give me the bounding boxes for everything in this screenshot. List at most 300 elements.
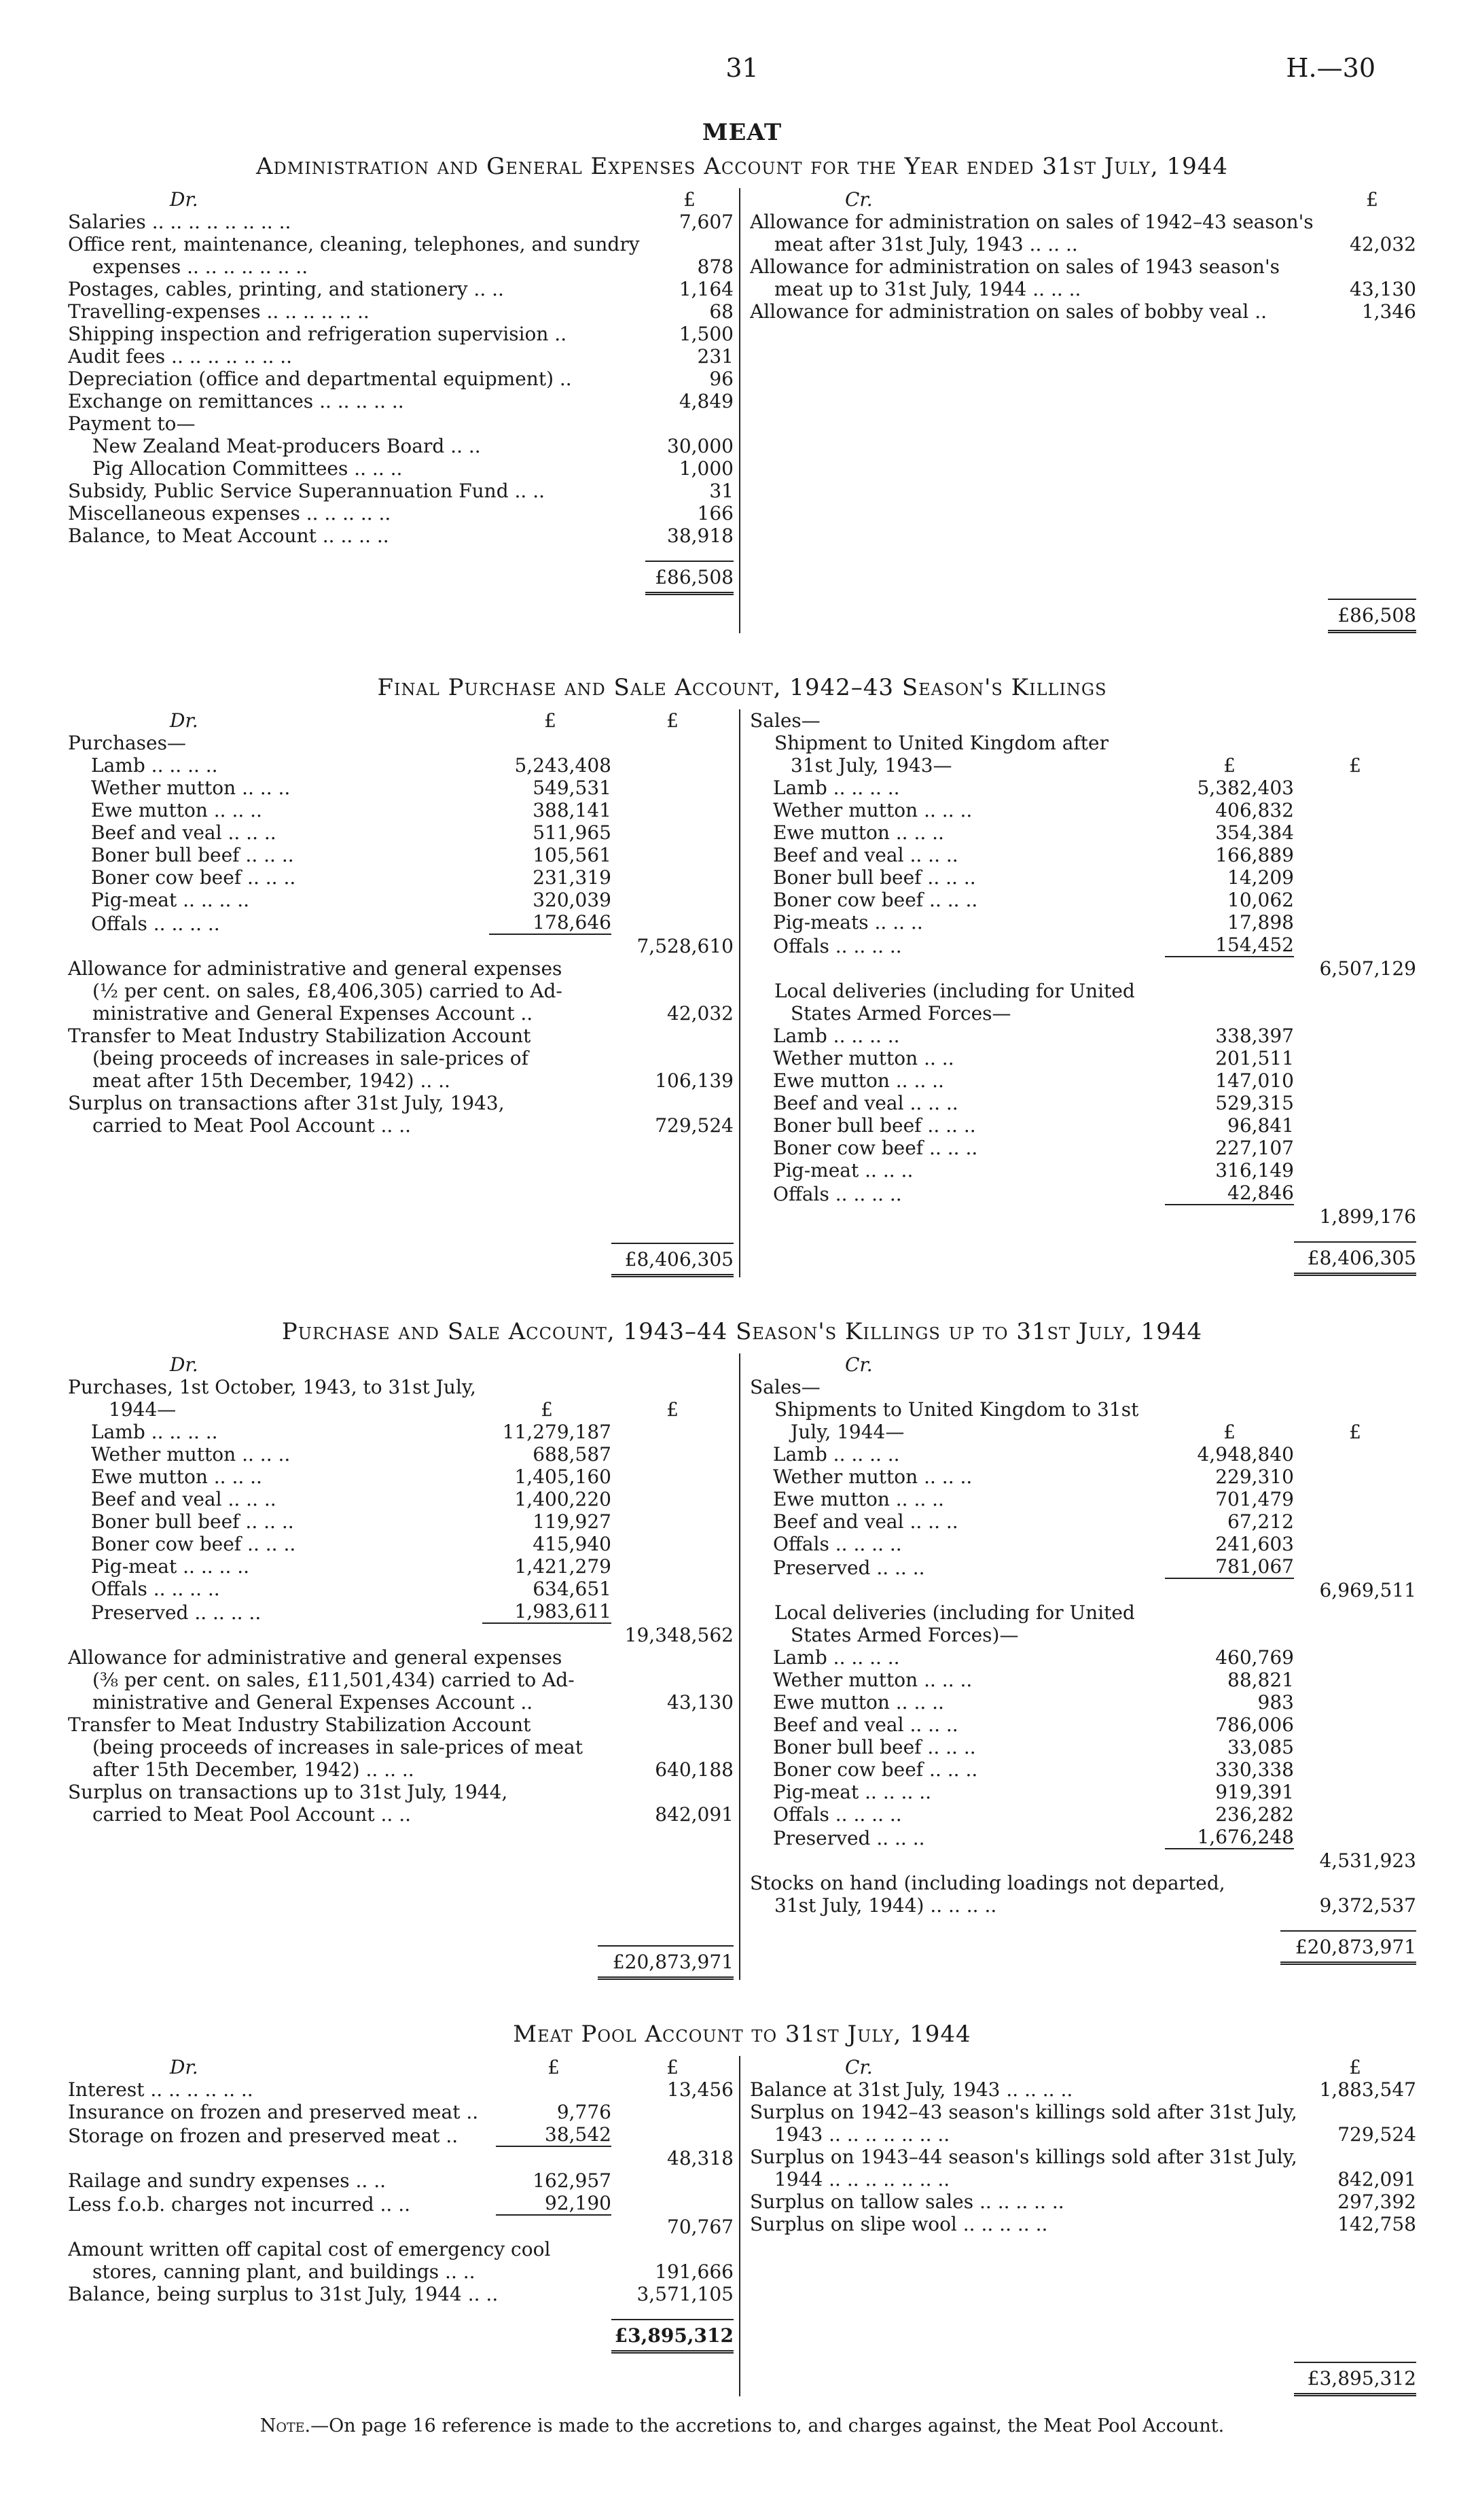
row-value: 415,940 [533, 1533, 611, 1555]
row-label: Pig-meats .. .. .. [773, 911, 923, 934]
row-value: 166,889 [1215, 844, 1294, 866]
account-row [68, 278, 734, 300]
admin-account [68, 188, 1416, 633]
entry-line [750, 2213, 1416, 2235]
row-label: Beef and veal .. .. .. [91, 1488, 276, 1510]
row-label: Offals .. .. .. .. [773, 1533, 902, 1555]
row-label: Beef and veal .. .. .. [773, 1510, 958, 1533]
purchase-credit [739, 1353, 1416, 1980]
account-row [68, 866, 734, 889]
row-label: Ewe mutton .. .. .. [91, 799, 262, 821]
row-value: 11,279,187 [502, 1421, 611, 1443]
entry-value: 729,524 [655, 1114, 734, 1137]
stocks-value: 9,372,537 [1319, 1894, 1416, 1917]
entry-line [68, 980, 734, 1002]
entry-text: (½ per cent. on sales, £8,406,305) carried to Ad- [92, 980, 562, 1002]
purchase-credit-total: £20,873,971 [1280, 1930, 1416, 1965]
account-row [750, 821, 1416, 844]
account-row [750, 255, 1416, 278]
dr-heading: Dr. [170, 2056, 198, 2078]
row-value: 42,032 [1350, 233, 1416, 255]
row-label: Allowance for administration on sales of 1942–43 season's [750, 211, 1314, 233]
row-label: Wether mutton .. .. .. [773, 799, 973, 821]
row-value: 511,965 [533, 821, 611, 844]
pool-credit-rows [750, 2078, 1416, 2235]
pound-heading: £ [547, 2056, 560, 2078]
row-label: Travelling-expenses .. .. .. .. .. .. [68, 300, 370, 323]
admin-debit-total: £86,508 [645, 561, 734, 595]
row-label: Payment to— [68, 412, 196, 435]
account-row [750, 1466, 1416, 1488]
account-row [750, 1736, 1416, 1758]
row-value: 31 [709, 480, 734, 502]
row-label: Allowance for administration on sales of 1943 season's [750, 255, 1280, 278]
row-label: Lamb .. .. .. .. [773, 1025, 900, 1047]
rail-fob-total: 70,767 [667, 2216, 734, 2238]
row-label: Wether mutton .. .. [773, 1047, 954, 1069]
row-value: 14,209 [1227, 866, 1294, 889]
account-row [68, 390, 734, 412]
final-credit-total: £8,406,305 [1294, 1241, 1416, 1276]
entry-text: 1944 .. .. .. .. .. .. .. [774, 2168, 950, 2190]
account-row [68, 1533, 734, 1555]
row-label: Lamb .. .. .. .. [773, 1646, 900, 1669]
row-value: 1,400,220 [514, 1488, 611, 1510]
account-row [750, 211, 1416, 233]
row-value: 1,983,611 [482, 1600, 611, 1624]
entry-text: Balance at 31st July, 1943 .. .. .. .. [750, 2078, 1073, 2101]
row-value: 241,603 [1215, 1533, 1294, 1555]
row-label: Balance, to Meat Account .. .. .. .. [68, 525, 389, 547]
row-value: 354,384 [1215, 821, 1294, 844]
entry-line [750, 2146, 1416, 2168]
row-value: 231 [697, 345, 734, 368]
row-value: 229,310 [1215, 1466, 1294, 1488]
row-label: Beef and veal .. .. .. [773, 844, 958, 866]
row-value: 316,149 [1215, 1159, 1294, 1182]
row-value: 878 [697, 255, 734, 278]
row-value: 688,587 [533, 1443, 611, 1466]
purchase-debit-total: £20,873,971 [598, 1945, 734, 1980]
purchase-local-rows [750, 1646, 1416, 1849]
row-label: Boner bull beef .. .. .. [91, 844, 294, 866]
entry-text: Surplus on slipe wool .. .. .. .. .. [750, 2213, 1048, 2235]
account-row [68, 1421, 734, 1443]
row-value: 68 [709, 300, 734, 323]
entry-line [750, 2078, 1416, 2101]
row-label: Boner cow beef .. .. .. [773, 1137, 978, 1159]
account-row [750, 1669, 1416, 1691]
sales-label: Sales— [750, 709, 821, 732]
entry-value: 43,130 [667, 1691, 734, 1714]
account-row [68, 480, 734, 502]
cr-heading: Cr. [845, 1353, 873, 1376]
row-label: Audit fees .. .. .. .. .. .. .. [68, 345, 293, 368]
row-value: 460,769 [1215, 1646, 1294, 1669]
entry-text: (⅜ per cent. on sales, £11,501,434) carried to Ad- [92, 1669, 575, 1691]
entry-text: Allowance for administrative and general expenses [68, 1646, 562, 1669]
entry-line [750, 2101, 1416, 2123]
note-text: —On page 16 reference is made to the accretions to, and charges against, the Meat Pool Account. [310, 2415, 1225, 2436]
final-account [68, 709, 1416, 1277]
account-row [750, 1691, 1416, 1714]
admin-credit [739, 188, 1416, 633]
row-value: 529,315 [1215, 1092, 1294, 1114]
sales-label: Sales— [750, 1376, 821, 1398]
account-row [68, 889, 734, 911]
row-value: 5,382,403 [1197, 777, 1294, 799]
pool-title: Meat Pool Account to 31st July, 1944 [513, 2021, 971, 2048]
row-value: 201,511 [1215, 1047, 1294, 1069]
note-lead: Note. [259, 2415, 311, 2436]
pool-credit-total: £3,895,312 [1294, 2362, 1416, 2396]
pound-heading: £ [1366, 188, 1378, 211]
row-label: Pig-meat .. .. .. [773, 1159, 914, 1182]
account-row [750, 278, 1416, 300]
page-header [68, 48, 1416, 95]
row-value: 227,107 [1215, 1137, 1294, 1159]
row-label: Lamb .. .. .. .. [773, 1443, 900, 1466]
pound-heading: £ [666, 2056, 679, 2078]
row-label: Offals .. .. .. .. [773, 935, 902, 957]
admin-debit [68, 188, 739, 633]
row-value: 786,006 [1215, 1714, 1294, 1736]
entry-line [68, 1025, 734, 1047]
final-debit [68, 709, 739, 1277]
account-row [750, 1069, 1416, 1092]
cr-heading: Cr. [845, 188, 873, 211]
balance-value: 3,571,105 [636, 2283, 734, 2305]
account-row [750, 1182, 1416, 1205]
purchase-account [68, 1353, 1416, 1980]
entry-line [750, 2168, 1416, 2190]
row-label: Boner cow beef .. .. .. [773, 1758, 978, 1781]
admin-title: Administration and General Expenses Account for the Year ended 31st July, 1944 [255, 153, 1229, 180]
row-label: Exchange on remittances .. .. .. .. .. [68, 390, 404, 412]
account-row [750, 911, 1416, 934]
written-value: 191,666 [655, 2260, 734, 2283]
row-value: 634,651 [533, 1578, 611, 1600]
row-value: 1,676,248 [1165, 1826, 1294, 1849]
account-row [750, 1781, 1416, 1803]
account-row [750, 1025, 1416, 1047]
entry-text: carried to Meat Pool Account .. .. [92, 1114, 412, 1137]
account-row [68, 1510, 734, 1533]
fob-label: Less f.o.b. charges not incurred .. .. [68, 2193, 411, 2216]
account-row [750, 1092, 1416, 1114]
entry-line [750, 2190, 1416, 2213]
pound-heading: £ [666, 709, 679, 732]
footnote [68, 2415, 1416, 2436]
account-row [68, 754, 734, 777]
final-ship-rows [750, 777, 1416, 957]
row-label: Pig-meat .. .. .. .. [773, 1781, 932, 1803]
account-row [68, 457, 734, 480]
row-label: Offals .. .. .. .. [91, 1578, 220, 1600]
row-value: 983 [1257, 1691, 1294, 1714]
entry-line [68, 1691, 734, 1714]
entry-text: Surplus on 1942–43 season's killings sold after 31st July, [750, 2101, 1297, 2123]
row-label: Depreciation (office and departmental equipment) .. [68, 368, 572, 390]
row-label: meat up to 31st July, 1944 .. .. .. [774, 278, 1081, 300]
written-label-2: stores, canning plant, and buildings .. .. [92, 2260, 475, 2283]
account-row [68, 502, 734, 525]
entry-text: ministrative and General Expenses Account .. [92, 1691, 533, 1714]
pool-credit [739, 2056, 1416, 2396]
row-value: 147,010 [1215, 1069, 1294, 1092]
row-value: 5,243,408 [514, 754, 611, 777]
stocks-label: Stocks on hand (including loadings not departed, [750, 1872, 1225, 1894]
entry-value: 842,091 [1337, 2168, 1416, 2190]
row-value: 42,846 [1165, 1182, 1294, 1205]
purchase-ship-total: 6,969,511 [1319, 1579, 1416, 1601]
account-row [750, 1533, 1416, 1555]
dr-heading: Dr. [170, 1353, 198, 1376]
pound-heading: £ [1223, 1421, 1236, 1443]
row-label: Ewe mutton .. .. .. [91, 1466, 262, 1488]
account-row [68, 300, 734, 323]
row-value: 67,212 [1227, 1510, 1294, 1533]
account-row [68, 435, 734, 457]
entry-value: 297,392 [1337, 2190, 1416, 2213]
account-row [750, 1826, 1416, 1849]
interest-label: Interest .. .. .. .. .. .. [68, 2078, 253, 2101]
account-row [750, 1555, 1416, 1579]
railage-label: Railage and sundry expenses .. .. [68, 2169, 386, 2192]
row-label: Lamb .. .. .. .. [773, 777, 900, 799]
row-value: 338,397 [1215, 1025, 1294, 1047]
purchases-label: Purchases— [68, 732, 186, 754]
row-label: Boner bull beef .. .. .. [773, 1114, 976, 1137]
final-debit-total: £8,406,305 [611, 1243, 734, 1277]
row-value: 43,130 [1350, 278, 1416, 300]
row-label: Wether mutton .. .. .. [91, 777, 291, 799]
stocks-label-2: 31st July, 1944) .. .. .. .. [774, 1894, 997, 1917]
ship-heading: Shipments to United Kingdom to 31st [774, 1398, 1139, 1421]
local-heading: Local deliveries (including for United [774, 1601, 1135, 1624]
row-label: Preserved .. .. .. .. [91, 1601, 262, 1624]
row-label: Office rent, maintenance, cleaning, telephones, and sundry [68, 233, 640, 255]
row-value: 1,500 [679, 323, 734, 345]
entry-text: Allowance for administrative and general expenses [68, 957, 562, 980]
row-value: 236,282 [1215, 1803, 1294, 1826]
account-row [68, 911, 734, 935]
row-label: Ewe mutton .. .. .. [773, 1691, 944, 1714]
row-value: 105,561 [533, 844, 611, 866]
local-heading-2: States Armed Forces— [791, 1002, 1011, 1025]
row-label: Lamb .. .. .. .. [91, 1421, 218, 1443]
row-label: Wether mutton .. .. .. [91, 1443, 291, 1466]
row-label: Beef and veal .. .. .. [773, 1714, 958, 1736]
account-row [750, 1443, 1416, 1466]
entry-line [68, 1646, 734, 1669]
entry-line [68, 1736, 734, 1758]
row-value: 33,085 [1227, 1736, 1294, 1758]
entry-line [68, 1002, 734, 1025]
entry-text: after 15th December, 1942) .. .. .. [92, 1758, 414, 1781]
row-value: 231,319 [533, 866, 611, 889]
row-value: 1,000 [679, 457, 734, 480]
entry-text: carried to Meat Pool Account .. .. [92, 1803, 412, 1826]
pool-account [68, 2056, 1416, 2396]
entry-text: (being proceeds of increases in sale-prices of meat [92, 1736, 583, 1758]
cr-heading: Cr. [845, 2056, 873, 2078]
row-label: Shipping inspection and refrigeration supervision .. [68, 323, 567, 345]
account-row [68, 368, 734, 390]
account-row [750, 934, 1416, 957]
row-value: 17,898 [1227, 911, 1294, 934]
account-row [750, 1159, 1416, 1182]
main-title: MEAT [702, 119, 782, 146]
row-value: 96,841 [1227, 1114, 1294, 1137]
row-label: Offals .. .. .. .. [91, 912, 220, 935]
entry-value: 106,139 [655, 1069, 734, 1092]
storage-label: Storage on frozen and preserved meat .. [68, 2125, 458, 2147]
row-label: Wether mutton .. .. .. [773, 1466, 973, 1488]
purchase-ship-rows [750, 1443, 1416, 1579]
account-row [750, 1646, 1416, 1669]
page [68, 48, 1416, 2436]
account-row [750, 1758, 1416, 1781]
account-row [750, 866, 1416, 889]
account-row [750, 1714, 1416, 1736]
row-value: 701,479 [1215, 1488, 1294, 1510]
pound-heading: £ [1349, 754, 1361, 777]
pool-debit-total: £3,895,312 [611, 2319, 734, 2354]
purchases-heading-2: 1944— [109, 1398, 177, 1421]
entry-value: 42,032 [667, 1002, 734, 1025]
pool-interest-row [68, 2078, 734, 2101]
row-value: 1,346 [1361, 300, 1416, 323]
entry-value: 842,091 [655, 1803, 734, 1826]
account-row [68, 777, 734, 799]
pool-debit [68, 2056, 739, 2396]
row-label: Subsidy, Public Service Superannuation Fund .. .. [68, 480, 545, 502]
dr-heading: Dr. [170, 709, 198, 732]
row-value: 10,062 [1227, 889, 1294, 911]
account-row [68, 1578, 734, 1600]
row-value: 781,067 [1165, 1555, 1294, 1579]
purchase-local-total: 4,531,923 [1319, 1849, 1416, 1872]
final-ship-total: 6,507,129 [1319, 957, 1416, 980]
row-label: Postages, cables, printing, and stationery .. .. [68, 278, 504, 300]
row-value: 330,338 [1215, 1758, 1294, 1781]
row-label: Beef and veal .. .. .. [773, 1092, 958, 1114]
entry-text: Surplus on tallow sales .. .. .. .. .. [750, 2190, 1064, 2213]
purchases-heading: Purchases, 1st October, 1943, to 31st July, [68, 1376, 476, 1398]
final-local-total: 1,899,176 [1319, 1205, 1416, 1228]
account-row [68, 799, 734, 821]
pound-heading: £ [544, 709, 556, 732]
row-value: 1,164 [679, 278, 734, 300]
railage-value: 162,957 [533, 2169, 611, 2192]
document-reference: H.—30 [1286, 53, 1375, 83]
account-row [750, 889, 1416, 911]
storage-value: 38,542 [496, 2123, 611, 2147]
final-purchases-total: 7,528,610 [636, 935, 734, 957]
row-value: 388,141 [533, 799, 611, 821]
account-row [68, 821, 734, 844]
pound-heading: £ [541, 1398, 553, 1421]
account-row [750, 233, 1416, 255]
account-row [68, 233, 734, 255]
entry-line [68, 1714, 734, 1736]
account-row [68, 1488, 734, 1510]
account-row [750, 1047, 1416, 1069]
entry-line [68, 1092, 734, 1114]
pound-heading: £ [683, 188, 696, 211]
row-value: 4,948,840 [1197, 1443, 1294, 1466]
row-value: 919,391 [1215, 1781, 1294, 1803]
row-label: Ewe mutton .. .. .. [773, 1069, 944, 1092]
row-label: Pig-meat .. .. .. .. [91, 889, 250, 911]
admin-credit-rows [750, 211, 1416, 323]
row-label: Ewe mutton .. .. .. [773, 1488, 944, 1510]
account-row [750, 300, 1416, 323]
account-row [68, 1555, 734, 1578]
row-label: Boner bull beef .. .. .. [773, 1736, 976, 1758]
insurance-label: Insurance on frozen and preserved meat .. [68, 2101, 479, 2123]
insurance-value: 9,776 [556, 2101, 611, 2123]
entry-value: 142,758 [1337, 2213, 1416, 2235]
purchase-title: Purchase and Sale Account, 1943–44 Season's Killings up to 31st July, 1944 [281, 1318, 1203, 1345]
final-local-rows [750, 1025, 1416, 1205]
entry-line [750, 2123, 1416, 2146]
fob-value: 92,190 [496, 2192, 611, 2216]
entry-line [68, 1114, 734, 1137]
account-row [750, 1488, 1416, 1510]
entry-text: Surplus on transactions after 31st July, 1943, [68, 1092, 505, 1114]
entry-line [68, 1758, 734, 1781]
account-row [68, 1466, 734, 1488]
row-value: 88,821 [1227, 1669, 1294, 1691]
row-label: Boner cow beef .. .. .. [91, 866, 296, 889]
page-number: 31 [725, 53, 759, 83]
row-label: Offals .. .. .. .. [773, 1183, 902, 1205]
pound-heading: £ [1349, 1421, 1361, 1443]
account-row [68, 255, 734, 278]
row-value: 406,832 [1215, 799, 1294, 821]
entry-value: 1,883,547 [1319, 2078, 1416, 2101]
row-value: 1,421,279 [514, 1555, 611, 1578]
row-label: Salaries .. .. .. .. .. .. .. .. [68, 211, 291, 233]
final-title: Final Purchase and Sale Account, 1942–43 Season's Killings [377, 674, 1107, 701]
row-value: 30,000 [667, 435, 734, 457]
row-value: 166 [697, 502, 734, 525]
final-debit-other [68, 957, 734, 1137]
account-row [750, 844, 1416, 866]
row-value: 178,646 [489, 911, 611, 935]
pound-heading: £ [1349, 2056, 1361, 2078]
row-label: Boner cow beef .. .. .. [773, 889, 978, 911]
purchase-debit-other [68, 1646, 734, 1826]
account-row [68, 525, 734, 547]
entry-text: Transfer to Meat Industry Stabilization Account [68, 1025, 531, 1047]
ins-stor-total: 48,318 [667, 2147, 734, 2169]
account-row [750, 1803, 1416, 1826]
row-label: Boner bull beef .. .. .. [91, 1510, 294, 1533]
interest-value: 13,456 [667, 2078, 734, 2101]
entry-text: Surplus on 1943–44 season's killings sold after 31st July, [750, 2146, 1297, 2168]
entry-value: 640,188 [655, 1758, 734, 1781]
row-value: 549,531 [533, 777, 611, 799]
balance-label: Balance, being surplus to 31st July, 1944 .. .. [68, 2283, 499, 2305]
row-label: Lamb .. .. .. .. [91, 754, 218, 777]
row-label: Miscellaneous expenses .. .. .. .. .. [68, 502, 391, 525]
row-label: New Zealand Meat-producers Board .. .. [92, 435, 481, 457]
entry-text: (being proceeds of increases in sale-prices of [92, 1047, 529, 1069]
account-row [68, 1443, 734, 1466]
